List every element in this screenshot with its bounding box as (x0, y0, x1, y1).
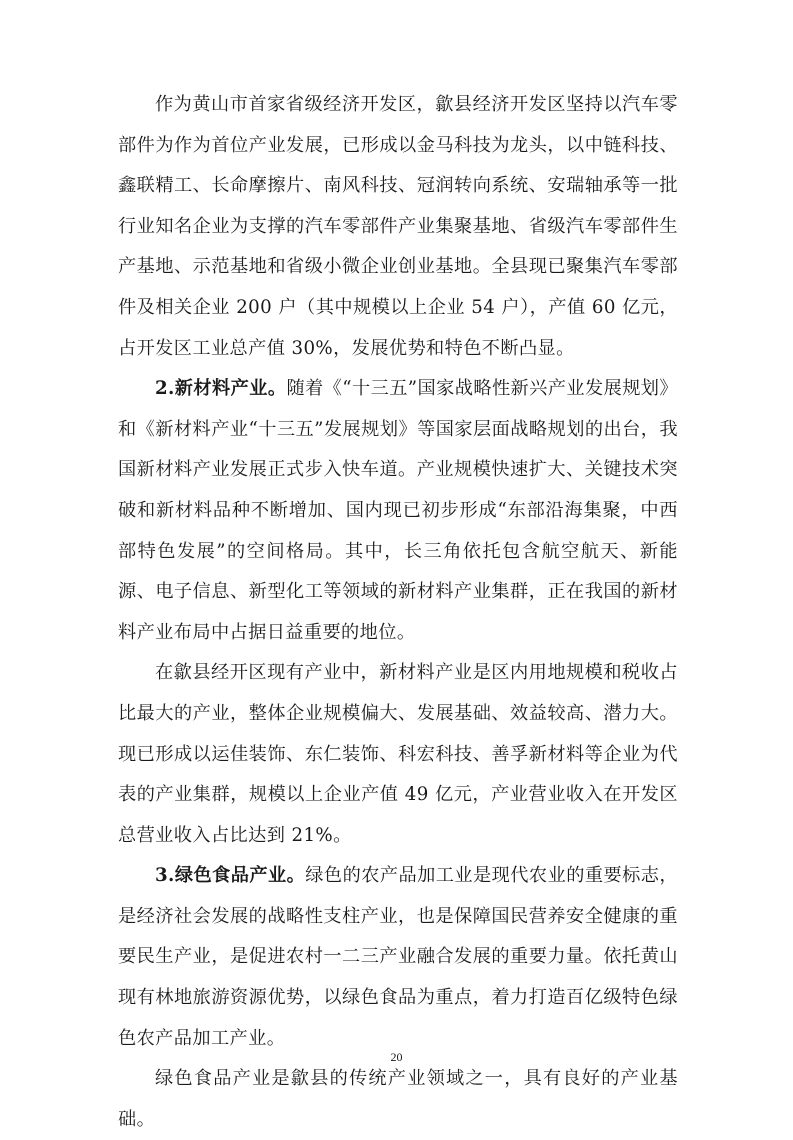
paragraph-text: 在歙县经开区现有产业中，新材料产业是区内用地规模和税收占比最大的产业，整体企业规模偏大、发展基础、效益较高、潜力大。现已形成以运佳装饰、东仁装饰、科宏科技、善孚新材料等企业为代表的产业集群，规模以上企业产值 49 亿元，产业营业收入在开发区总营业收入占比达到 21%。 (118, 662, 678, 846)
paragraph-text: 绿色的农产品加工业是现代农业的重要标志，是经济社会发展的战略性支柱产业，也是保障国民营养安全健康的重要民生产业，是促进农村一二三产业融合发展的重要力量。依托黄山现有林地旅游资源优势，以绿色食品为重点，着力打造百亿级特色绿色农产品加工产业。 (118, 865, 678, 1049)
paragraph-new-materials-local (118, 653, 678, 856)
paragraph-text: 绿色食品产业是歙县的传统产业领域之一，具有良好的产业基础。 (118, 1068, 678, 1130)
body-text (118, 85, 678, 1140)
section-heading: 3.绿色食品产业。 (155, 865, 306, 887)
paragraph-green-food-local (118, 1059, 678, 1140)
paragraph-text: 作为黄山市首家省级经济开发区，歙县经济开发区坚持以汽车零部件为作为首位产业发展，已形成以金马科技为龙头，以中链科技、鑫联精工、长命摩擦片、南风科技、冠润转向系统、安瑞轴承等一批行业知名企业为支撑的汽车零部件产业集聚基地、省级汽车零部件生产基地、示范基地和省级小微企业创业基地。全县现已聚集汽车零部件及相关企业 200 户（其中规模以上企业 54 户），产值 60 亿元，占开发区工业总产值 30%，发展优势和特色不断凸显。 (118, 94, 678, 359)
paragraph-text: 随着《“十三五”国家战略性新兴产业发展规划》和《新材料产业“十三五”发展规划》等国家层面战略规划的出台，我国新材料产业发展正式步入快车道。产业规模快速扩大、关键技术突破和新材料品种不断增加、国内现已初步形成“东部沿海集聚，中西部特色发展”的空间格局。其中，长三角依托包含航空航天、新能源、电子信息、新型化工等领域的新材料产业集群，正在我国的新材料产业布局中占据日益重要的地位。 (118, 378, 678, 643)
paragraph-auto-parts (118, 85, 678, 369)
page-number: 20 (390, 1050, 403, 1064)
section-heading: 2.新材料产业。 (155, 378, 287, 400)
paragraph-green-food-heading (118, 856, 678, 1059)
paragraph-new-materials-heading (118, 369, 678, 653)
